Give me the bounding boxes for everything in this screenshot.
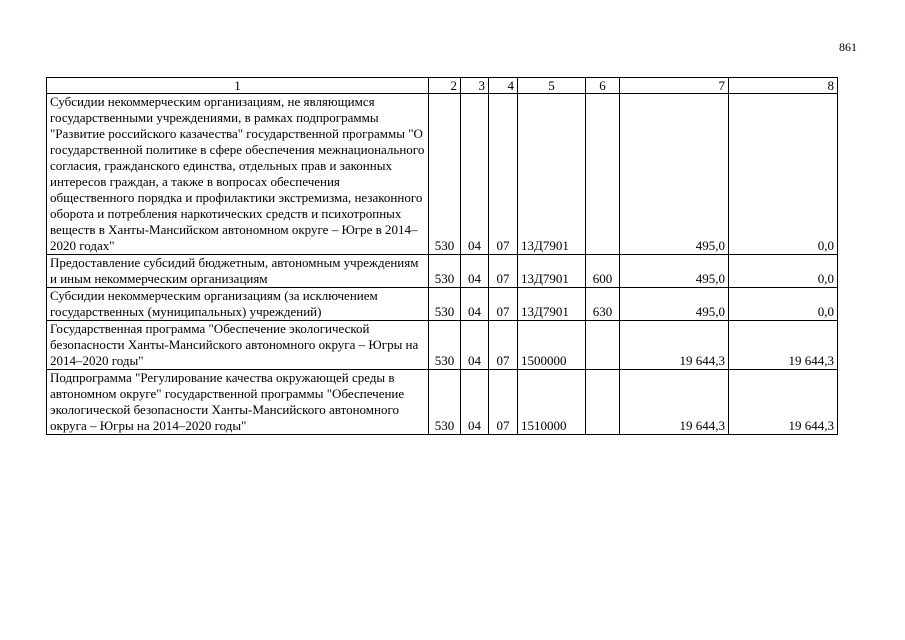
header-cell-4: 4 bbox=[489, 78, 518, 94]
header-cell-1: 1 bbox=[47, 78, 429, 94]
cell-c5: 1500000 bbox=[518, 321, 586, 370]
budget-table bbox=[46, 77, 838, 435]
cell-c5: 13Д7901 bbox=[518, 255, 586, 288]
cell-c4: 07 bbox=[489, 321, 518, 370]
cell-c6: 630 bbox=[586, 288, 620, 321]
table-row bbox=[47, 370, 838, 435]
cell-c2: 530 bbox=[429, 255, 461, 288]
header-cell-5: 5 bbox=[518, 78, 586, 94]
header-row bbox=[47, 78, 838, 94]
cell-c5: 13Д7901 bbox=[518, 94, 586, 255]
table-row bbox=[47, 288, 838, 321]
cell-c7: 495,0 bbox=[620, 94, 729, 255]
cell-c6 bbox=[586, 370, 620, 435]
cell-c3: 04 bbox=[461, 288, 489, 321]
cell-c8: 0,0 bbox=[729, 255, 838, 288]
cell-c4: 07 bbox=[489, 370, 518, 435]
row-description: Подпрограмма "Регулирование качества окружающей среды в автономном округе" государственной программы "Обеспечение экологической безопасности Ханты-Мансийского автономного округа – Югры на 2014–2020 годы" bbox=[47, 370, 429, 435]
cell-c3: 04 bbox=[461, 255, 489, 288]
cell-c6 bbox=[586, 94, 620, 255]
cell-c7: 495,0 bbox=[620, 288, 729, 321]
cell-c5: 13Д7901 bbox=[518, 288, 586, 321]
cell-c7: 19 644,3 bbox=[620, 321, 729, 370]
cell-c6: 600 bbox=[586, 255, 620, 288]
cell-c7: 495,0 bbox=[620, 255, 729, 288]
header-cell-2: 2 bbox=[429, 78, 461, 94]
cell-c8: 0,0 bbox=[729, 288, 838, 321]
cell-c2: 530 bbox=[429, 288, 461, 321]
cell-c8: 0,0 bbox=[729, 94, 838, 255]
table-row bbox=[47, 255, 838, 288]
cell-c3: 04 bbox=[461, 94, 489, 255]
cell-c7: 19 644,3 bbox=[620, 370, 729, 435]
row-description: Предоставление субсидий бюджетным, автономным учреждениям и иным некоммерческим организациям bbox=[47, 255, 429, 288]
table-row bbox=[47, 321, 838, 370]
row-description: Субсидии некоммерческим организациям, не являющимся государственными учреждениями, в рамках подпрограммы "Развитие российского казачества" государственной программы "О государственной политике в сфере обеспечения межнационального согласия, гражданского единства, отдельных прав и законных интересов граждан, а также в вопросах обеспечения общественного порядка и профилактики экстремизма, незаконного оборота и потребления наркотических средств и психотропных веществ в Ханты-Мансийском автономном округе – Югре в 2014–2020 годах" bbox=[47, 94, 429, 255]
cell-c2: 530 bbox=[429, 94, 461, 255]
cell-c4: 07 bbox=[489, 255, 518, 288]
cell-c6 bbox=[586, 321, 620, 370]
header-cell-3: 3 bbox=[461, 78, 489, 94]
header-cell-7: 7 bbox=[620, 78, 729, 94]
row-description: Субсидии некоммерческим организациям (за исключением государственных (муниципальных) учреждений) bbox=[47, 288, 429, 321]
table-row bbox=[47, 94, 838, 255]
cell-c4: 07 bbox=[489, 94, 518, 255]
cell-c3: 04 bbox=[461, 370, 489, 435]
cell-c8: 19 644,3 bbox=[729, 321, 838, 370]
cell-c8: 19 644,3 bbox=[729, 370, 838, 435]
header-cell-8: 8 bbox=[729, 78, 838, 94]
cell-c3: 04 bbox=[461, 321, 489, 370]
page-number: 861 bbox=[839, 40, 857, 54]
cell-c2: 530 bbox=[429, 370, 461, 435]
row-description: Государственная программа "Обеспечение экологической безопасности Ханты-Мансийского автономного округа – Югры на 2014–2020 годы" bbox=[47, 321, 429, 370]
cell-c5: 1510000 bbox=[518, 370, 586, 435]
cell-c4: 07 bbox=[489, 288, 518, 321]
cell-c2: 530 bbox=[429, 321, 461, 370]
header-cell-6: 6 bbox=[586, 78, 620, 94]
